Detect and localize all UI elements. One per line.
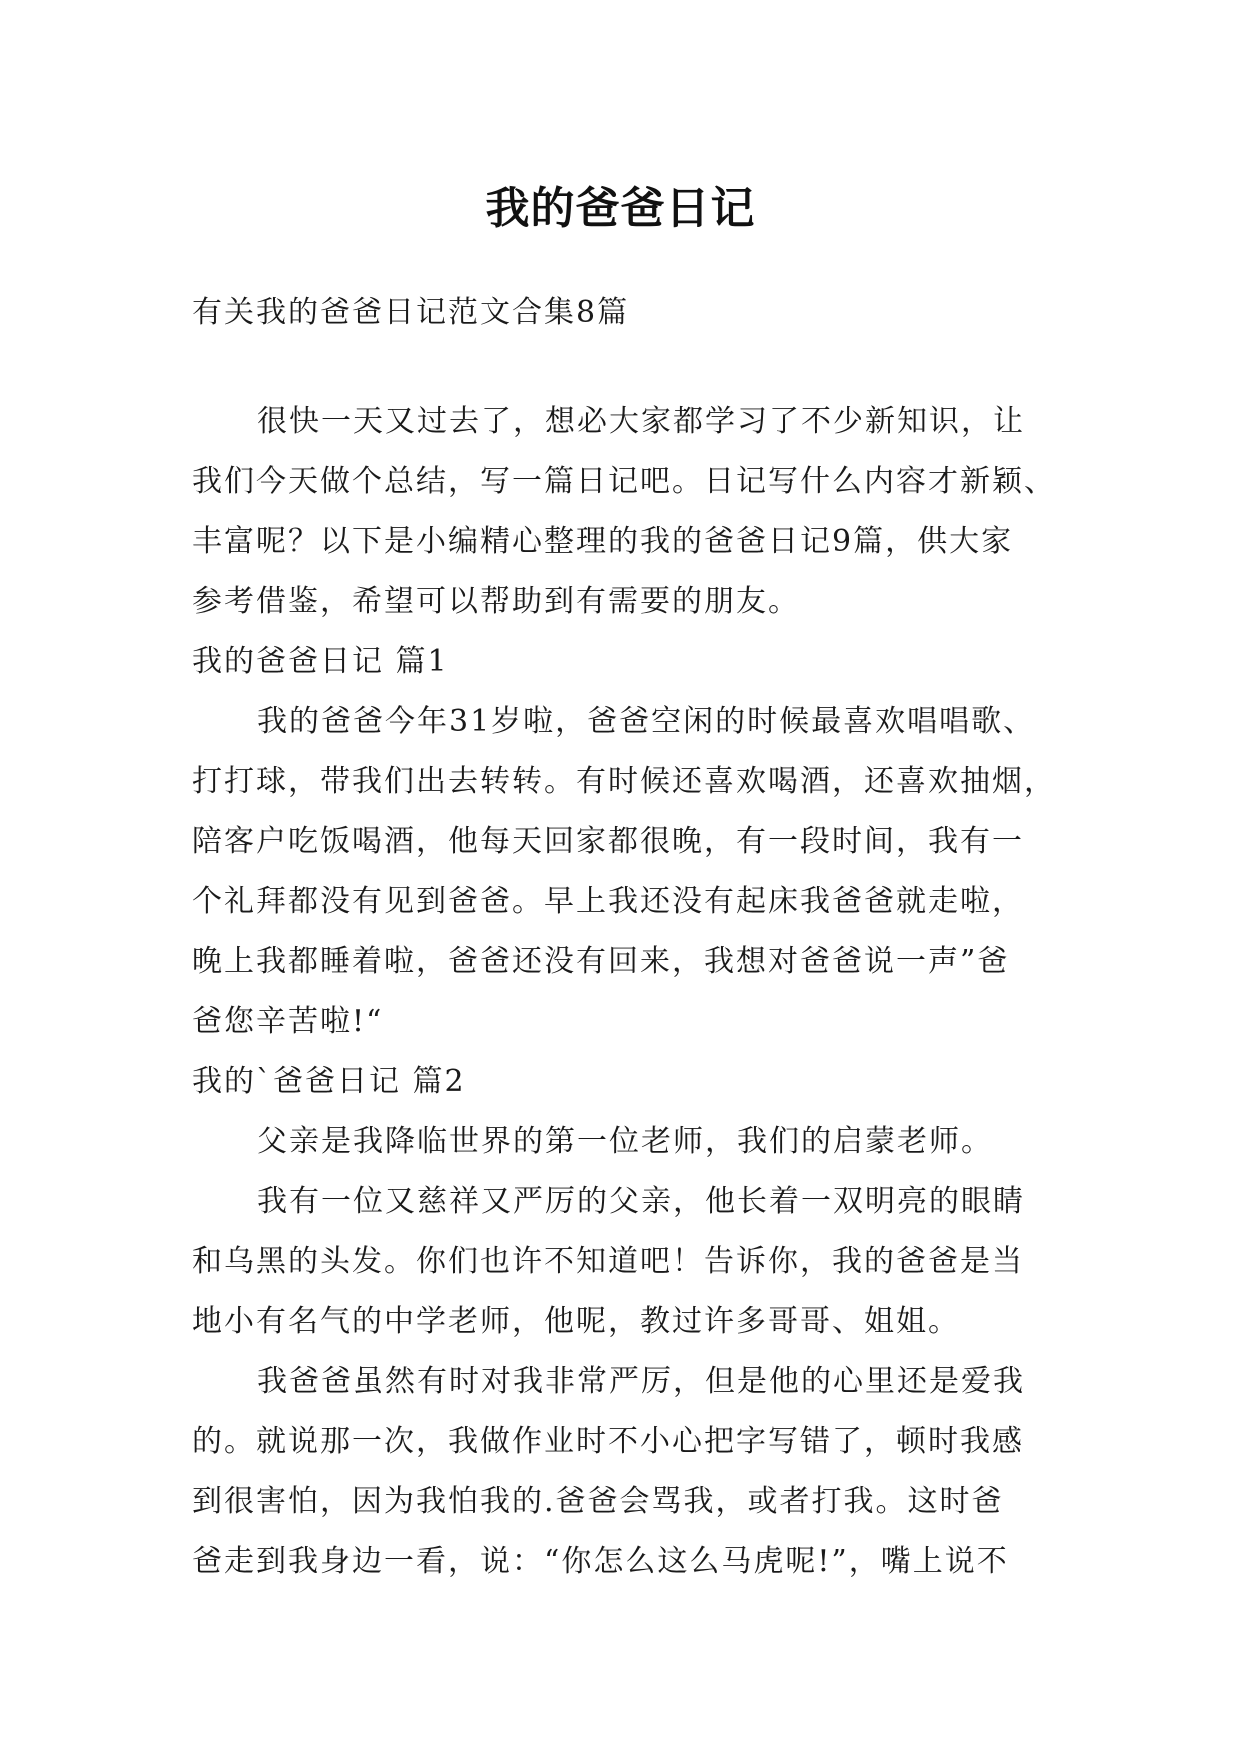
paragraph-line: 到很害怕，因为我怕我的.爸爸会骂我，或者打我。这时爸 — [192, 1484, 1004, 1519]
document-subtitle: 有关我的爸爸日记范文合集8篇 — [192, 295, 630, 330]
paragraph-line: 我的爸爸今年31岁啦，爸爸空闲的时候最喜欢唱唱歌、 — [257, 704, 1036, 739]
paragraph-line: 的。就说那一次，我做作业时不小心把字写错了，顿时我感 — [192, 1424, 1024, 1459]
intro-paragraph — [192, 392, 1062, 632]
paragraph-line: 个礼拜都没有见到爸爸。早上我还没有起床我爸爸就走啦， — [192, 884, 1024, 919]
paragraph-line: 打打球，带我们出去转转。有时候还喜欢喝酒，还喜欢抽烟， — [192, 764, 1056, 799]
paragraph-line: 晚上我都睡着啦，爸爸还没有回来，我想对爸爸说一声”爸 — [192, 944, 1010, 979]
paragraph-line: 地小有名气的中学老师，他呢，教过许多哥哥、姐姐。 — [192, 1304, 960, 1339]
document-body — [192, 283, 1062, 1592]
paragraph-line: 我有一位又慈祥又严厉的父亲，他长着一双明亮的眼睛 — [257, 1184, 1025, 1219]
paragraph-line: 陪客户吃饭喝酒，他每天回家都很晚，有一段时间，我有一 — [192, 824, 1024, 859]
section-2-paragraph-3 — [192, 1352, 1062, 1592]
section-2-paragraph-1 — [192, 1112, 1062, 1172]
paragraph-line: 很快一天又过去了，想必大家都学习了不少新知识，让 — [257, 404, 1025, 439]
section-heading-1: 我的爸爸日记 篇1 — [192, 644, 449, 679]
paragraph-line: 父亲是我降临世界的第一位老师，我们的启蒙老师。 — [257, 1124, 993, 1159]
paragraph-line: 爸您辛苦啦!“ — [192, 1004, 384, 1039]
paragraph-line: 我们今天做个总结，写一篇日记吧。日记写什么内容才新颖、 — [192, 464, 1056, 499]
paragraph-line: 丰富呢？以下是小编精心整理的我的爸爸日记9篇，供大家 — [192, 524, 1014, 559]
section-2-paragraph-2 — [192, 1172, 1062, 1352]
section-1-paragraph — [192, 692, 1062, 1052]
paragraph-line: 和乌黑的头发。你们也许不知道吧！告诉你，我的爸爸是当 — [192, 1244, 1024, 1279]
paragraph-line: 参考借鉴，希望可以帮助到有需要的朋友。 — [192, 584, 800, 619]
paragraph-line: 我爸爸虽然有时对我非常严厉，但是他的心里还是爱我 — [257, 1364, 1025, 1399]
document-title: 我的爸爸日记 — [485, 183, 756, 235]
section-heading-2: 我的`爸爸日记 篇2 — [192, 1064, 466, 1099]
paragraph-line: 爸走到我身边一看，说：“你怎么这么马虎呢!”，嘴上说不 — [192, 1544, 1009, 1579]
